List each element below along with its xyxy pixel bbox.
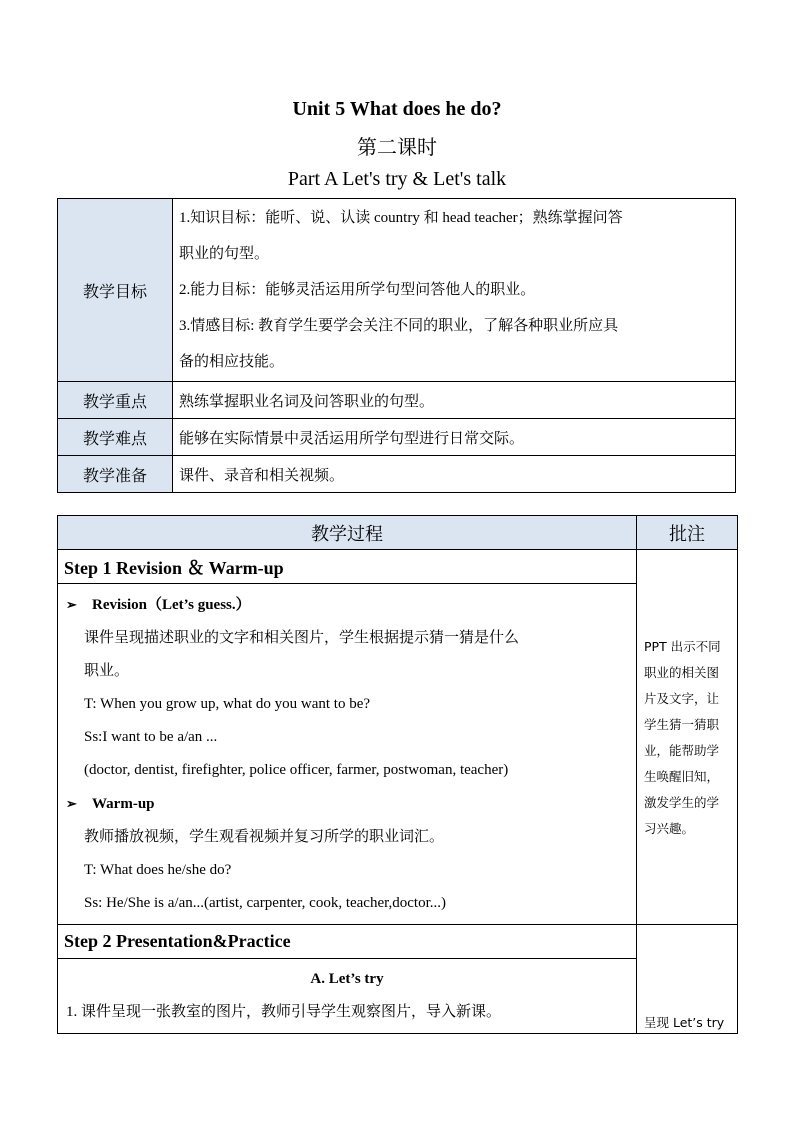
note-line: 职业的相关图 — [644, 665, 720, 680]
step2-note: 呈现 Let’s try — [637, 925, 738, 1034]
text-line: 职业。 — [84, 663, 130, 679]
note-line: 学生猜一猜职 — [644, 717, 720, 732]
table-row — [58, 456, 736, 493]
text-line: 教师播放视频，学生观看视频并复习所学的职业词汇。 — [84, 829, 445, 845]
goal-line: 3.情感目标: 教育学生要学会关注不同的职业，了解各种职业所应具 — [179, 318, 619, 334]
text-line: T: When you grow up, what do you want to be? — [84, 696, 371, 712]
step1-note — [637, 550, 738, 925]
goals-label: 教学目标 — [58, 199, 173, 382]
table-row — [58, 419, 736, 456]
warmup-heading: ➢ Warm-up — [66, 787, 628, 821]
key-points-content: 熟练掌握职业名词及问答职业的句型。 — [173, 382, 736, 419]
step2-body — [58, 959, 637, 1034]
goal-line: 备的相应技能。 — [179, 354, 285, 370]
table-header-row — [58, 516, 738, 550]
lesson-number: 第二课时 — [357, 135, 437, 159]
table-row — [58, 584, 738, 925]
table-row — [58, 550, 738, 584]
note-line: 生唤醒旧知， — [644, 769, 720, 784]
arrow-bullet-icon: ➢ — [66, 796, 77, 811]
unit-title: Unit 5 What does he do? — [292, 98, 502, 120]
key-points-label: 教学重点 — [58, 382, 173, 419]
step2-title: Step 2 Presentation&Practice — [58, 925, 637, 959]
text-line: 课件呈现描述职业的文字和相关图片，学生根据提示猜一猜是什么 — [84, 630, 520, 646]
process-column-header: 教学过程 — [58, 516, 637, 550]
goal-line: 职业的句型。 — [179, 246, 270, 262]
text-line: (doctor, dentist, firefighter, police officer, farmer, postwoman, teacher) — [84, 762, 509, 778]
note-line: 激发学生的学 — [644, 795, 720, 810]
goal-line: 1.知识目标：能听、说、认读 country 和 head teacher；熟练掌握问答 — [179, 210, 623, 226]
difficulties-label: 教学难点 — [58, 419, 173, 456]
table-row — [58, 382, 736, 419]
text-line: Ss: He/She is a/an...(artist, carpenter, cook, teacher,doctor...) — [84, 895, 447, 911]
step1-body — [58, 584, 637, 925]
note-line: 习兴趣。 — [644, 821, 695, 836]
goal-line: 2.能力目标：能够灵活运用所学句型问答他人的职业。 — [179, 282, 536, 298]
difficulties-content: 能够在实际情景中灵活运用所学句型进行日常交际。 — [173, 419, 736, 456]
note-line: 业，能帮助学 — [644, 743, 720, 758]
text-line: Ss:I want to be a/an ... — [84, 729, 218, 745]
text-line: 1. 课件呈现一张教室的图片，教师引导学生观察图片，导入新课。 — [66, 1004, 502, 1020]
preparation-content: 课件、录音和相关视频。 — [173, 456, 736, 493]
step1-title: Step 1 Revision ＆ Warm-up — [58, 550, 637, 584]
note-line: 片及文字，让 — [644, 691, 720, 706]
part-title: Part A Let's try & Let's talk — [287, 168, 507, 190]
text-line: T: What does he/she do? — [84, 862, 232, 878]
goals-content — [173, 199, 736, 382]
table-row — [58, 925, 738, 959]
arrow-bullet-icon: ➢ — [66, 597, 77, 612]
lets-try-heading: A. Let’s try — [310, 971, 384, 987]
table-row — [58, 199, 736, 382]
revision-heading: ➢ Revision（Let’s guess.） — [66, 588, 628, 622]
goals-table — [57, 198, 736, 493]
process-table — [57, 515, 738, 1034]
preparation-label: 教学准备 — [58, 456, 173, 493]
notes-column-header: 批注 — [637, 516, 738, 550]
note-line: PPT 出示不同 — [644, 639, 721, 654]
table-row — [58, 959, 738, 1034]
